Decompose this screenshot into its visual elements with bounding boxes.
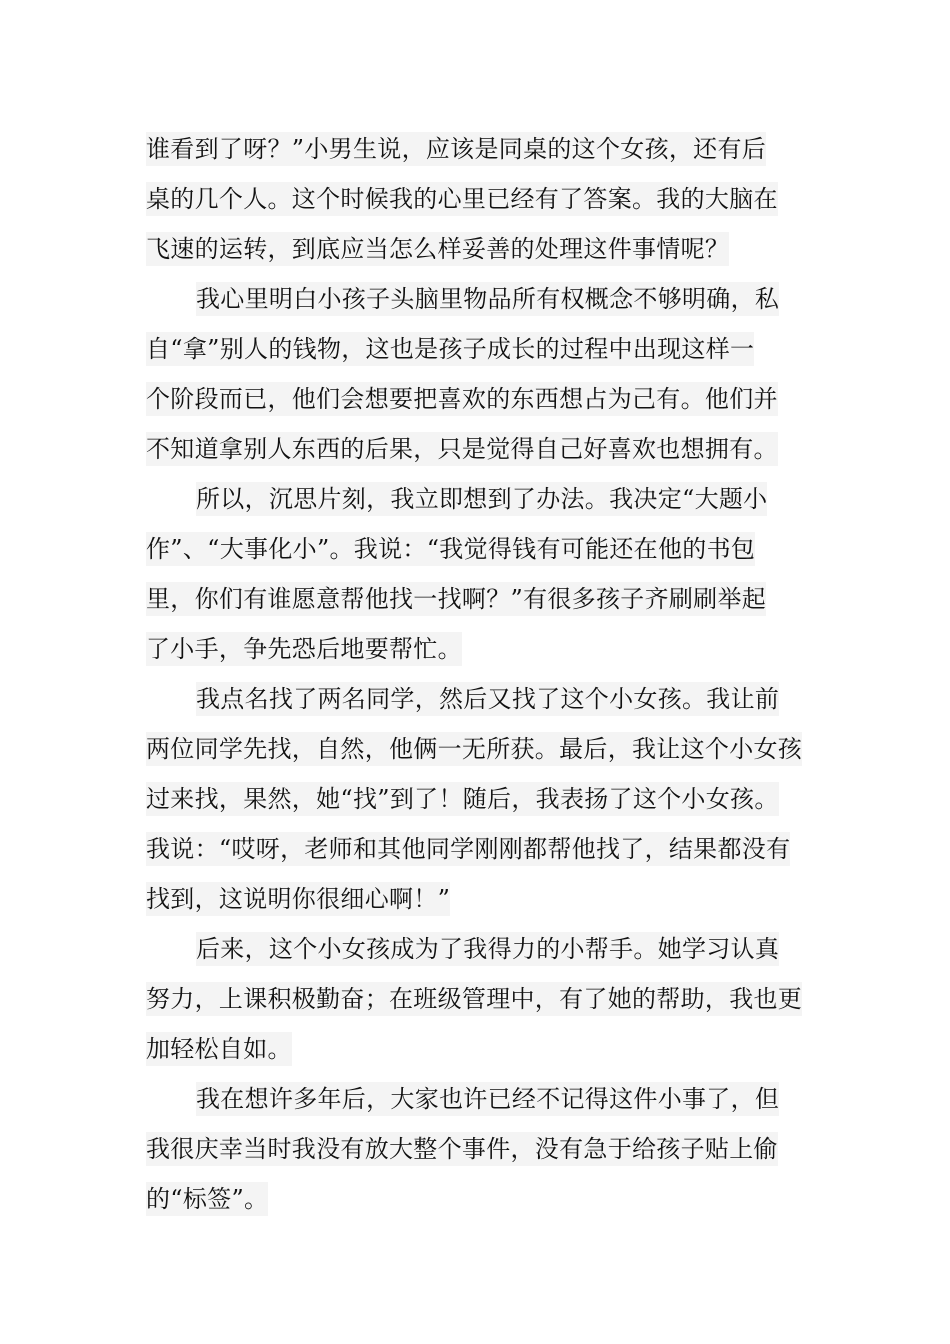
paragraph-first-line: 我点名找了两名同学，然后又找了这个小女孩。我让前 <box>146 674 806 724</box>
text-line: 自“拿”别人的钱物，这也是孩子成长的过程中出现这样一 <box>146 324 806 374</box>
text-line: 了小手，争先恐后地要帮忙。 <box>146 624 806 674</box>
text-line: 找到，这说明你很细心啊！” <box>146 874 806 924</box>
text-line: 加轻松自如。 <box>146 1024 806 1074</box>
text-line: 过来找，果然，她“找”到了！随后，我表扬了这个小女孩。 <box>146 774 806 824</box>
text-line: 我很庆幸当时我没有放大整个事件，没有急于给孩子贴上偷 <box>146 1124 806 1174</box>
text-line: 努力，上课积极勤奋；在班级管理中，有了她的帮助，我也更 <box>146 974 806 1024</box>
paragraph-first-line: 后来，这个小女孩成为了我得力的小帮手。她学习认真 <box>146 924 806 974</box>
paragraph-first-line: 我在想许多年后，大家也许已经不记得这件小事了，但 <box>146 1074 806 1124</box>
text-line: 飞速的运转，到底应当怎么样妥善的处理这件事情呢？ <box>146 224 806 274</box>
text-line: 我说：“哎呀，老师和其他同学刚刚都帮他找了，结果都没有 <box>146 824 806 874</box>
text-line: 不知道拿别人东西的后果，只是觉得自己好喜欢也想拥有。 <box>146 424 806 474</box>
text-line: 作”、“大事化小”。我说：“我觉得钱有可能还在他的书包 <box>146 524 806 574</box>
text-line: 谁看到了呀？”小男生说，应该是同桌的这个女孩，还有后 <box>146 124 806 174</box>
text-line: 的“标签”。 <box>146 1174 806 1224</box>
text-line: 桌的几个人。这个时候我的心里已经有了答案。我的大脑在 <box>146 174 806 224</box>
text-line: 里，你们有谁愿意帮他找一找啊？”有很多孩子齐刷刷举起 <box>146 574 806 624</box>
text-line: 个阶段而已，他们会想要把喜欢的东西想占为己有。他们并 <box>146 374 806 424</box>
paragraph-first-line: 所以，沉思片刻，我立即想到了办法。我决定“大题小 <box>146 474 806 524</box>
paragraph-first-line: 我心里明白小孩子头脑里物品所有权概念不够明确，私 <box>146 274 806 324</box>
article-body <box>146 124 806 1224</box>
text-line: 两位同学先找，自然，他俩一无所获。最后，我让这个小女孩 <box>146 724 806 774</box>
